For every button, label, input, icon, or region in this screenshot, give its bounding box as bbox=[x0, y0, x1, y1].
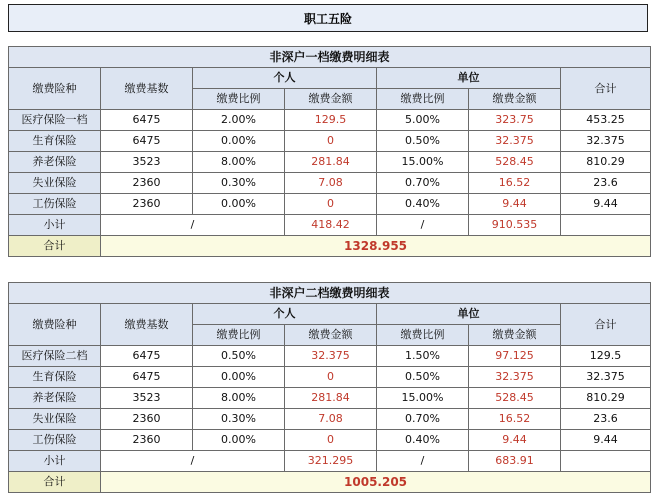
table-row bbox=[9, 173, 651, 194]
base-cell: 3523 bbox=[101, 152, 193, 173]
subtotal-label: 小计 bbox=[9, 451, 101, 472]
insurance-name: 失业保险 bbox=[9, 409, 101, 430]
row-total-cell: 23.6 bbox=[561, 409, 651, 430]
header-unit-amount: 缴费金额 bbox=[469, 325, 561, 346]
personal-ratio-cell: 0.50% bbox=[193, 346, 285, 367]
unit-ratio-cell: 0.70% bbox=[377, 409, 469, 430]
header-personal-ratio: 缴费比例 bbox=[193, 89, 285, 110]
unit-amount-cell: 323.75 bbox=[469, 110, 561, 131]
grand-total-row bbox=[9, 236, 651, 257]
unit-amount-cell: 16.52 bbox=[469, 409, 561, 430]
grand-total-row bbox=[9, 472, 651, 493]
header-base: 缴费基数 bbox=[101, 304, 193, 346]
row-total-cell: 9.44 bbox=[561, 194, 651, 215]
table-row bbox=[9, 152, 651, 173]
table-row bbox=[9, 110, 651, 131]
personal-ratio-cell: 0.00% bbox=[193, 194, 285, 215]
unit-subtotal: 910.535 bbox=[469, 215, 561, 236]
base-cell: 6475 bbox=[101, 367, 193, 388]
subtotal-empty bbox=[561, 451, 651, 472]
table-row bbox=[9, 388, 651, 409]
unit-amount-cell: 9.44 bbox=[469, 194, 561, 215]
subtotal-row bbox=[9, 451, 651, 472]
unit-ratio-slash: / bbox=[377, 215, 469, 236]
table-row bbox=[9, 430, 651, 451]
personal-amount-cell: 0 bbox=[285, 367, 377, 388]
table-row bbox=[9, 131, 651, 152]
base-cell: 3523 bbox=[101, 388, 193, 409]
header-personal-amount: 缴费金额 bbox=[285, 89, 377, 110]
personal-ratio-cell: 8.00% bbox=[193, 388, 285, 409]
table-row bbox=[9, 409, 651, 430]
row-total-cell: 32.375 bbox=[561, 367, 651, 388]
personal-ratio-slash: / bbox=[101, 215, 285, 236]
row-total-cell: 810.29 bbox=[561, 388, 651, 409]
header-personal: 个人 bbox=[193, 304, 377, 325]
personal-amount-cell: 7.08 bbox=[285, 173, 377, 194]
header-insurance-type: 缴费险种 bbox=[9, 68, 101, 110]
personal-ratio-cell: 8.00% bbox=[193, 152, 285, 173]
personal-amount-cell: 0 bbox=[285, 430, 377, 451]
unit-ratio-slash: / bbox=[377, 451, 469, 472]
unit-ratio-cell: 0.50% bbox=[377, 367, 469, 388]
personal-ratio-slash: / bbox=[101, 451, 285, 472]
base-cell: 2360 bbox=[101, 430, 193, 451]
header-unit-ratio: 缴费比例 bbox=[377, 89, 469, 110]
fee-table-tier2 bbox=[8, 282, 651, 493]
personal-amount-cell: 7.08 bbox=[285, 409, 377, 430]
unit-ratio-cell: 0.40% bbox=[377, 194, 469, 215]
insurance-name: 养老保险 bbox=[9, 388, 101, 409]
unit-ratio-cell: 1.50% bbox=[377, 346, 469, 367]
table-row bbox=[9, 194, 651, 215]
base-cell: 6475 bbox=[101, 110, 193, 131]
unit-ratio-cell: 0.40% bbox=[377, 430, 469, 451]
unit-amount-cell: 528.45 bbox=[469, 152, 561, 173]
header-unit-amount: 缴费金额 bbox=[469, 89, 561, 110]
table-title: 非深户一档缴费明细表 bbox=[9, 47, 651, 68]
personal-ratio-cell: 0.30% bbox=[193, 173, 285, 194]
unit-amount-cell: 9.44 bbox=[469, 430, 561, 451]
grand-total-value: 1005.205 bbox=[101, 472, 651, 493]
insurance-name: 失业保险 bbox=[9, 173, 101, 194]
header-insurance-type: 缴费险种 bbox=[9, 304, 101, 346]
personal-ratio-cell: 0.00% bbox=[193, 131, 285, 152]
row-total-cell: 453.25 bbox=[561, 110, 651, 131]
base-cell: 2360 bbox=[101, 194, 193, 215]
personal-amount-cell: 0 bbox=[285, 194, 377, 215]
personal-ratio-cell: 0.30% bbox=[193, 409, 285, 430]
subtotal-row bbox=[9, 215, 651, 236]
unit-amount-cell: 32.375 bbox=[469, 131, 561, 152]
unit-amount-cell: 32.375 bbox=[469, 367, 561, 388]
row-total-cell: 23.6 bbox=[561, 173, 651, 194]
insurance-name: 生育保险 bbox=[9, 367, 101, 388]
unit-ratio-cell: 5.00% bbox=[377, 110, 469, 131]
header-base: 缴费基数 bbox=[101, 68, 193, 110]
insurance-name: 生育保险 bbox=[9, 131, 101, 152]
insurance-name: 养老保险 bbox=[9, 152, 101, 173]
header-personal-ratio: 缴费比例 bbox=[193, 325, 285, 346]
row-total-cell: 129.5 bbox=[561, 346, 651, 367]
grand-total-label: 合计 bbox=[9, 472, 101, 493]
table-title: 非深户二档缴费明细表 bbox=[9, 283, 651, 304]
header-total: 合计 bbox=[561, 304, 651, 346]
grand-total-label: 合计 bbox=[9, 236, 101, 257]
personal-ratio-cell: 0.00% bbox=[193, 367, 285, 388]
insurance-name: 工伤保险 bbox=[9, 430, 101, 451]
personal-subtotal: 321.295 bbox=[285, 451, 377, 472]
row-total-cell: 810.29 bbox=[561, 152, 651, 173]
subtotal-empty bbox=[561, 215, 651, 236]
insurance-name: 医疗保险一档 bbox=[9, 110, 101, 131]
unit-ratio-cell: 15.00% bbox=[377, 388, 469, 409]
base-cell: 2360 bbox=[101, 173, 193, 194]
header-unit: 单位 bbox=[377, 304, 561, 325]
personal-ratio-cell: 2.00% bbox=[193, 110, 285, 131]
personal-amount-cell: 281.84 bbox=[285, 388, 377, 409]
unit-amount-cell: 97.125 bbox=[469, 346, 561, 367]
insurance-name: 医疗保险二档 bbox=[9, 346, 101, 367]
personal-amount-cell: 32.375 bbox=[285, 346, 377, 367]
unit-subtotal: 683.91 bbox=[469, 451, 561, 472]
table-row bbox=[9, 367, 651, 388]
header-unit: 单位 bbox=[377, 68, 561, 89]
page-title: 职工五险 bbox=[8, 4, 648, 32]
insurance-name: 工伤保险 bbox=[9, 194, 101, 215]
table-row bbox=[9, 346, 651, 367]
row-total-cell: 9.44 bbox=[561, 430, 651, 451]
personal-subtotal: 418.42 bbox=[285, 215, 377, 236]
unit-ratio-cell: 0.50% bbox=[377, 131, 469, 152]
row-total-cell: 32.375 bbox=[561, 131, 651, 152]
unit-amount-cell: 16.52 bbox=[469, 173, 561, 194]
unit-ratio-cell: 0.70% bbox=[377, 173, 469, 194]
personal-ratio-cell: 0.00% bbox=[193, 430, 285, 451]
unit-ratio-cell: 15.00% bbox=[377, 152, 469, 173]
personal-amount-cell: 281.84 bbox=[285, 152, 377, 173]
personal-amount-cell: 129.5 bbox=[285, 110, 377, 131]
subtotal-label: 小计 bbox=[9, 215, 101, 236]
base-cell: 6475 bbox=[101, 131, 193, 152]
header-personal-amount: 缴费金额 bbox=[285, 325, 377, 346]
header-total: 合计 bbox=[561, 68, 651, 110]
grand-total-value: 1328.955 bbox=[101, 236, 651, 257]
fee-table-tier1 bbox=[8, 46, 651, 257]
base-cell: 6475 bbox=[101, 346, 193, 367]
personal-amount-cell: 0 bbox=[285, 131, 377, 152]
unit-amount-cell: 528.45 bbox=[469, 388, 561, 409]
base-cell: 2360 bbox=[101, 409, 193, 430]
header-unit-ratio: 缴费比例 bbox=[377, 325, 469, 346]
header-personal: 个人 bbox=[193, 68, 377, 89]
